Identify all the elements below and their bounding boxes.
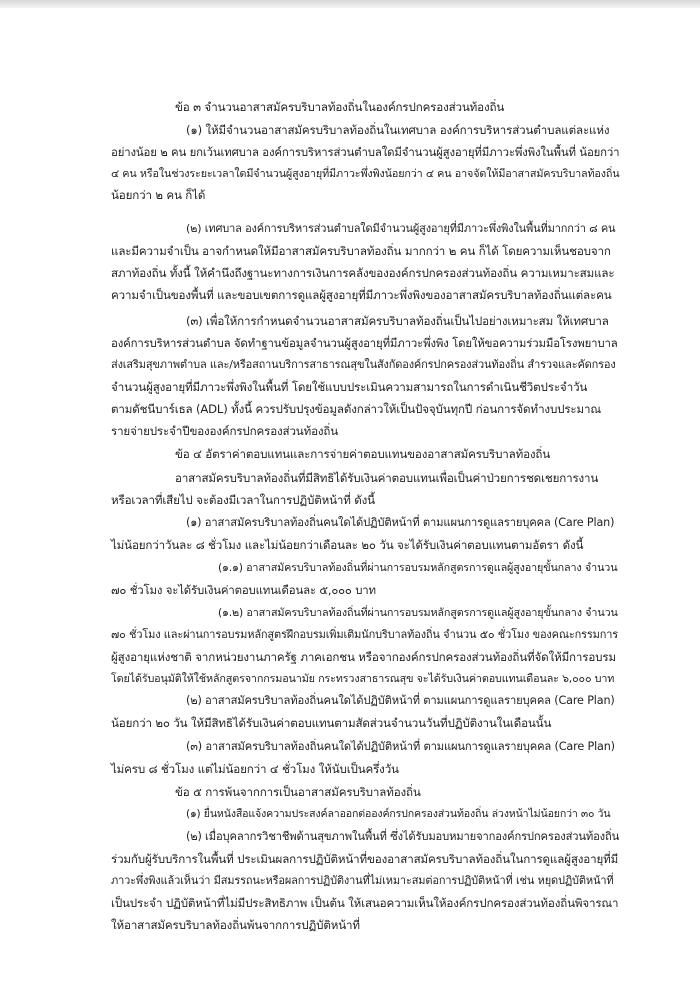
section-3-item-3-line-4: จำนวนผู้สูงอายุที่มีภาวะพึ่งพิงในพื้นที่ โดยใช้แบบประเมินความสามารถในการดำเนินชีวิตประจำวัน — [111, 380, 588, 394]
section-3-item-1-line-4: น้อยกว่า ๒ คน ก็ได้ — [111, 188, 206, 202]
section-5-item-2-line-5: ให้อาสาสมัครบริบาลท้องถิ่นพ้นจากการปฏิบัติหน้าที่ — [111, 918, 360, 932]
section-5-heading: ข้อ ๕ การพ้นจากการเป็นอาสาสมัครบริบาลท้องถิ่น — [175, 785, 421, 799]
section-4-item-1-2-line-2: ๗๐ ชั่วโมง และผ่านการอบรมหลักสูตรฝึกอบรมเพิ่มเติมนักบริบาลท้องถิ่น จำนวน ๕๐ ชั่วโมง ของคณะกรรมการ — [111, 628, 619, 641]
section-5-item-2-line-1: (๒) เมื่อบุคลากรวิชาชีพด้านสุขภาพในพื้นที่ ซึ่งได้รับมอบหมายจากองค์กรปกครองส่วนท้องถิ่น — [186, 830, 620, 843]
section-4-item-1-1-line-1: (๑.๑) อาสาสมัครบริบาลท้องถิ่นที่ผ่านการอบรมหลักสูตรการดูแลผู้สูงอายุขั้นกลาง จำนวน — [218, 561, 618, 574]
section-3-item-1-line-1: (๑) ให้มีจำนวนอาสาสมัครบริบาลท้องถิ่นในเทศบาล องค์การบริหารส่วนตำบลแต่ละแห่ง — [186, 123, 610, 137]
section-5-item-2-line-2: ร่วมกับผู้รับบริการในพื้นที่ ประเมินผลการปฏิบัติหน้าที่ของอาสาสมัครบริบาลท้องถิ่นในการดูแลผู้สูงอายุที่มี — [111, 852, 619, 866]
section-4-item-2-line-1: (๒) อาสาสมัครบริบาลท้องถิ่นคนใดได้ปฏิบัติหน้าที่ ตามแผนการดูแลรายบุคคล (Care Plan) — [186, 694, 615, 707]
section-4-item-1-1-line-2: ๗๐ ชั่วโมง จะได้รับเงินค่าตอบแทนเดือนละ ๕,๐๐๐ บาท — [111, 583, 376, 597]
section-3-item-3-line-1: (๓) เพื่อให้การกำหนดจำนวนอาสาสมัครบริบาลท้องถิ่นเป็นไปอย่างเหมาะสม ให้เทศบาล — [186, 314, 609, 328]
section-4-item-3-line-1: (๓) อาสาสมัครบริบาลท้องถิ่นคนใดได้ปฏิบัติหน้าที่ ตามแผนการดูแลรายบุคคล (Care Plan) — [186, 740, 615, 753]
section-4-item-1-2-line-3: ผู้สูงอายุแห่งชาติ จากหน่วยงานภาครัฐ ภาคเอกชน หรือจากองค์กรปกครองส่วนท้องถิ่นที่จัดให้มีการอบรม — [111, 650, 616, 664]
section-4-item-2-line-2: น้อยกว่า ๒๐ วัน ให้มีสิทธิได้รับเงินค่าตอบแทนตามสัดส่วนจำนวนวันที่ปฏิบัติงานในเดือนนั้น — [111, 716, 552, 730]
section-4-item-3-line-2: ไม่ครบ ๘ ชั่วโมง แต่ไม่น้อยกว่า ๔ ชั่วโมง ให้นับเป็นครึ่งวัน — [111, 762, 399, 776]
section-3-item-2-line-3: สภาท้องถิ่น ทั้งนี้ ให้คำนึงถึงฐานะทางการเงินการคลังขององค์กรปกครองส่วนท้องถิ่น ความเหมาะสมและ — [111, 266, 615, 280]
section-3-item-2-line-4: ความจำเป็นของพื้นที่ และขอบเขตการดูแลผู้สูงอายุที่มีภาวะพึ่งพิงของอาสาสมัครบริบาลท้องถิ่นแต่ละคน — [111, 288, 612, 302]
section-3-item-2-line-2: และมีความจำเป็น อาจกำหนดให้มีอาสาสมัครบริบาลท้องถิ่น มากกว่า ๒ คน ก็ได้ โดยความเห็นชอบจาก — [111, 244, 611, 258]
section-3-item-3-line-3: ส่งเสริมสุขภาพตำบล และ/หรือสถานบริการสาธารณสุขในสังกัดองค์กรปกครองส่วนท้องถิ่น สำรวจและคัดกรอง — [111, 358, 616, 371]
section-4-intro-line-2: หรือเวลาที่เสียไป จะต้องมีเวลาในการปฏิบัติหน้าที่ ดังนี้ — [111, 493, 375, 507]
section-3-item-2-line-1: (๒) เทศบาล องค์การบริหารส่วนตำบลใดมีจำนวนผู้สูงอายุที่มีภาวะพึ่งพิงในพื้นที่มากกว่า ๘ คน — [186, 222, 616, 235]
section-4-item-1-line-2: ไม่น้อยกว่าวันละ ๘ ชั่วโมง และไม่น้อยกว่าเดือนละ ๒๐ วัน จะได้รับเงินค่าตอบแทนตามอัตรา ดังนี้ — [111, 538, 584, 552]
section-3-item-3-line-2: องค์การบริหารส่วนตำบล จัดทำฐานข้อมูลจำนวนผู้สูงอายุที่มีภาวะพึ่งพิง โดยให้ขอความร่วมมือโรงพยาบาล — [111, 336, 618, 350]
section-4-item-1-2-line-1: (๑.๒) อาสาสมัครบริบาลท้องถิ่นที่ผ่านการอบรมหลักสูตรการดูแลผู้สูงอายุขั้นกลาง จำนวน — [218, 606, 618, 619]
section-3-item-3-line-5: ตามดัชนีบาร์เธล (ADL) ทั้งนี้ ควรปรับปรุงข้อมูลดังกล่าวให้เป็นปัจจุบันทุกปี ก่อนการจัดทำงบประมาณ — [111, 402, 601, 416]
section-4-intro-line-1: อาสาสมัครบริบาลท้องถิ่นที่มีสิทธิได้รับเงินค่าตอบแทนเพื่อเป็นค่าป่วยการชดเชยการงาน — [175, 471, 599, 485]
section-4-item-1-2-line-4: โดยได้รับอนุมัติให้ใช้หลักสูตรจากกรมอนามัย กระทรวงสาธารณสุข จะได้รับเงินค่าตอบแทนเดือนละ ๖,๐๐๐ บาท — [111, 672, 615, 685]
section-3-heading: ข้อ ๓ จำนวนอาสาสมัครบริบาลท้องถิ่นในองค์กรปกครองส่วนท้องถิ่น — [175, 100, 505, 114]
section-5-item-2-line-4: เป็นประจำ ปฏิบัติหน้าที่ไม่มีประสิทธิภาพ เป็นต้น ให้เสนอความเห็นให้องค์กรปกครองส่วนท้องถิ่นพิจารณา — [111, 896, 619, 910]
section-5-item-1: (๑) ยื่นหนังสือแจ้งความประสงค์ลาออกต่อองค์กรปกครองส่วนท้องถิ่น ล่วงหน้าไม่น้อยกว่า ๓๐ วัน — [186, 808, 611, 820]
section-4-item-1-line-1: (๑) อาสาสมัครบริบาลท้องถิ่นคนใดได้ปฏิบัติหน้าที่ ตามแผนการดูแลรายบุคคล (Care Plan) — [186, 516, 615, 529]
section-3-item-3-line-6: รายจ่ายประจำปีขององค์กรปกครองส่วนท้องถิ่น — [111, 424, 339, 438]
section-4-heading: ข้อ ๔ อัตราค่าตอบแทนและการจ่ายค่าตอบแทนของอาสาสมัครบริบาลท้องถิ่น — [175, 447, 551, 461]
section-5-item-2-line-3: ภาวะพึ่งพิงแล้วเห็นว่า มีสมรรถนะหรือผลการปฏิบัติงานที่ไม่เหมาะสมต่อการปฏิบัติหน้าที่ เช่น หยุดปฏิบัติหน้าที่ — [111, 874, 614, 887]
section-3-item-1-line-3: ๔ คน หรือในช่วงระยะเวลาใดมีจำนวนผู้สูงอายุที่มีภาวะพึ่งพิงน้อยกว่า ๔ คน อาจจัดให้มีอาสาสมัครบริบาลท้องถิ่น — [111, 167, 620, 180]
section-3-item-1-line-2: อย่างน้อย ๒ คน ยกเว้นเทศบาล องค์การบริหารส่วนตำบลใดมีจำนวนผู้สูงอายุที่มีภาวะพึ่งพิงในพื้นที่ น้อยกว่า — [111, 145, 620, 159]
